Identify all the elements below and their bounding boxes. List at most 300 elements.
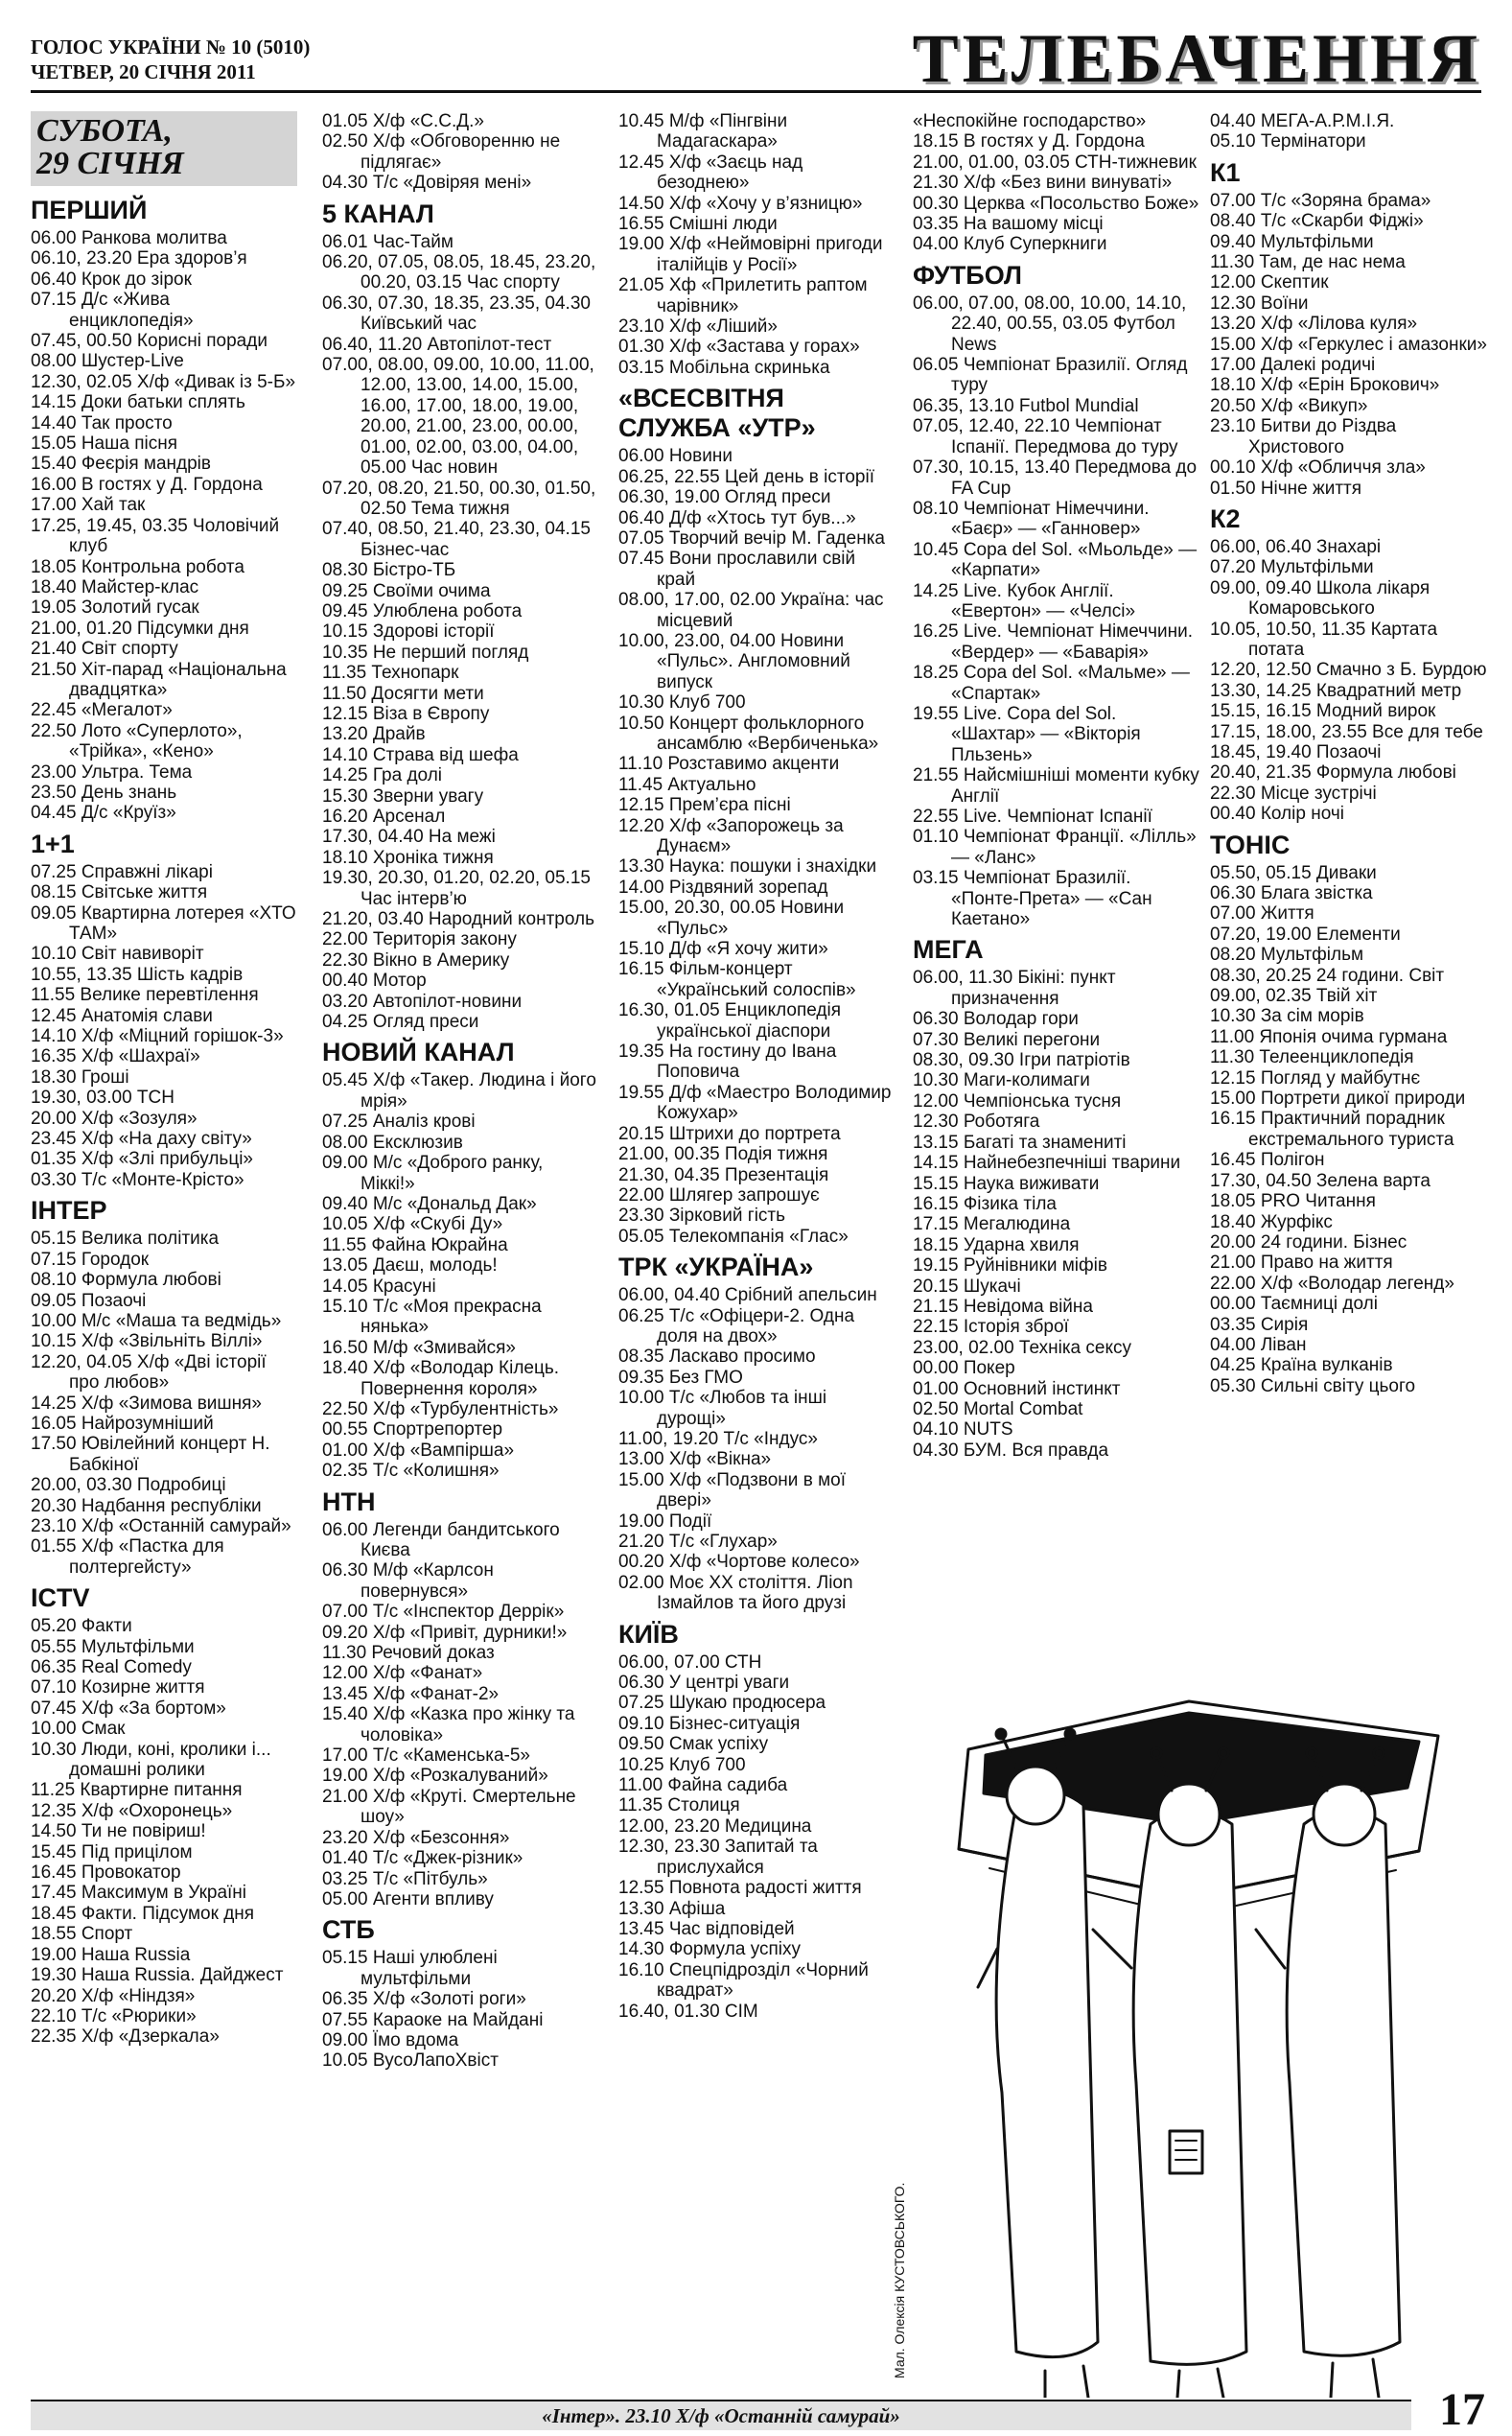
program-listing: 11.00 Файна садиба xyxy=(618,1775,788,1796)
program-listing: 12.00 Скептик xyxy=(1210,272,1329,293)
program-listing: 16.50 М/ф «Змивайся» xyxy=(322,1337,516,1358)
program-listing: 08.10 Чемпіонат Німеччини. «Баєр» — «Ганновер» xyxy=(913,498,1150,540)
masthead-info xyxy=(31,35,310,84)
program-listing: 07.55 Караоке на Майдані xyxy=(322,2009,544,2030)
program-listing: 10.30 Маги-колимаги xyxy=(913,1070,1090,1091)
program-listing: 01.10 Чемпіонат Франції. «Лілль» — «Ланс» xyxy=(913,827,1197,868)
program-listing: 14.25 Гра долі xyxy=(322,765,443,786)
program-listing: 14.50 Ти не повіриш! xyxy=(31,1821,206,1842)
program-listing: 07.45 Вони прославили свій край xyxy=(618,549,856,590)
program-listing: 10.30 Клуб 700 xyxy=(618,692,746,714)
program-listing: 07.20, 08.20, 21.50, 00.30, 01.50, 02.50 Тема тижня xyxy=(322,478,596,519)
program-listing: 18.40 Х/ф «Володар Кілець. Повернення короля» xyxy=(322,1358,560,1399)
program-listing: 17.45 Максимум в Україні xyxy=(31,1883,247,1904)
program-listing: 12.30, 02.05 Х/ф «Дивак із 5-Б» xyxy=(31,371,296,392)
program-listing: 18.05 Контрольна робота xyxy=(31,556,244,577)
program-listing: 11.55 Файна Юкрайна xyxy=(322,1234,508,1255)
program-listing: 20.20 Х/ф «Ніндзя» xyxy=(31,1985,196,2006)
column-3 xyxy=(618,111,896,2399)
program-listing: 11.30 Речовий доказ xyxy=(322,1643,495,1664)
program-listing: 15.05 Наша пісня xyxy=(31,433,177,455)
program-listing: 06.00 Ранкова молитва xyxy=(31,228,227,248)
program-listing: 14.30 Формула успіху xyxy=(618,1939,801,1960)
program-listing: 06.00, 11.30 Бікіні: пункт призначення xyxy=(913,968,1116,1009)
program-listing: 10.05 ВусоЛапоХвіст xyxy=(322,2050,499,2072)
program-listing: 16.45 Провокатор xyxy=(31,1862,181,1884)
program-listing: 19.55 Live. Copa del Sol. «Шахтар» — «Вікторія Пльзень» xyxy=(913,703,1141,765)
program-listing: 06.40 Д/ф «Хтось тут був...» xyxy=(618,507,856,528)
channel-heading: ПЕРШИЙ xyxy=(31,196,148,224)
program-listing: 06.00, 06.40 Знахарі xyxy=(1210,536,1382,557)
program-listing: 12.00, 23.20 Медицина xyxy=(618,1815,812,1837)
program-listing: 19.00 Х/ф «Неймовірні пригоди італійців у Росії» xyxy=(618,234,883,275)
program-listing: 02.35 Т/с «Колишня» xyxy=(322,1461,500,1482)
program-listing: 10.05 Х/ф «Скубі Ду» xyxy=(322,1214,503,1235)
program-listing: 07.25 Шукаю продюсера xyxy=(618,1693,826,1714)
program-listing: 18.15 Ударна хвиля xyxy=(913,1234,1080,1255)
program-listing: 08.15 Світське життя xyxy=(31,882,208,903)
program-listing: 15.10 Т/с «Моя прекрасна нянька» xyxy=(322,1296,542,1338)
program-listing: 07.15 Д/с «Жива енциклопедія» xyxy=(31,290,194,331)
program-listing: 00.20 Х/ф «Чортове колесо» xyxy=(618,1552,860,1573)
program-listing: 07.25 Справжні лікарі xyxy=(31,861,213,882)
program-listing: 00.00 Покер xyxy=(913,1358,1015,1379)
program-listing: 16.15 Фізика тіла xyxy=(913,1193,1057,1214)
program-listing: 09.40 М/с «Дональд Дак» xyxy=(322,1193,537,1214)
program-listing: 04.45 Д/с «Круїз» xyxy=(31,803,176,824)
program-listing: 12.15 Погляд у майбутнє xyxy=(1210,1067,1421,1089)
program-listing: 23.00, 02.00 Техніка сексу xyxy=(913,1337,1131,1358)
program-listing: 10.15 Здорові історії xyxy=(322,621,495,643)
day-date: 29 СІЧНЯ xyxy=(36,146,184,181)
program-listing: 20.00 24 години. Бізнес xyxy=(1210,1231,1407,1253)
program-listing: 02.50 Х/ф «Обговоренню не підлягає» xyxy=(322,131,561,173)
program-listing: 10.50 Концерт фольклорного ансамблю «Вербиченька» xyxy=(618,713,879,754)
program-listing: 11.10 Розставимо акценти xyxy=(618,754,840,775)
program-listing: 21.20, 03.40 Народний контроль xyxy=(322,909,595,930)
program-listing: 22.00 Територія закону xyxy=(322,929,517,950)
program-listing: 18.40 Журфікс xyxy=(1210,1211,1333,1232)
program-listing: 21.55 Найсмішніші моменти кубку Англії xyxy=(913,765,1199,807)
program-listing: 04.00 Клуб Суперкниги xyxy=(913,234,1107,255)
program-listing: 06.10, 23.20 Ера здоров’я xyxy=(31,248,247,269)
program-listing: 23.10 Битви до Різдва Христового xyxy=(1210,416,1397,457)
program-listing: 12.15 Віза в Європу xyxy=(322,703,490,724)
program-listing: 14.15 Доки батьки сплять xyxy=(31,392,245,413)
program-listing: 13.30 Наука: пошуки і знахідки xyxy=(618,856,877,878)
program-listing: 23.30 Зірковий гість xyxy=(618,1206,786,1227)
program-listing: 12.45 Х/ф «Заєць над безоднею» xyxy=(618,152,803,194)
program-listing: 08.35 Ласкаво просимо xyxy=(618,1347,816,1368)
program-listing: 02.50 Mortal Combat xyxy=(913,1398,1083,1419)
program-listing: 17.30, 04.50 Зелена варта xyxy=(1210,1170,1431,1191)
program-listing: 11.50 Досягти мети xyxy=(322,683,484,704)
channel-heading: СТБ xyxy=(322,1915,375,1945)
cartoon-illustration xyxy=(901,1680,1488,2398)
program-listing: 12.00 Чемпіонська тусня xyxy=(913,1090,1122,1112)
program-listing: 03.15 Чемпіонат Бразилії. «Понте-Прета» — «Сан Каетано» xyxy=(913,868,1152,930)
section-title: ТЕЛЕБАЧЕННЯ xyxy=(912,20,1481,97)
program-listing: 11.35 Столиця xyxy=(618,1795,740,1816)
program-listing: 06.40, 11.20 Автопілот-тест xyxy=(322,334,552,355)
program-listing: 06.30, 19.00 Огляд преси xyxy=(618,487,831,508)
program-listing: 06.35 Real Comedy xyxy=(31,1657,192,1677)
program-listing: 10.35 Не перший погляд xyxy=(322,642,529,663)
program-listing: 22.50 Лото «Суперлото», «Трійка», «Кено» xyxy=(31,720,243,762)
program-listing: 08.30, 20.25 24 години. Світ xyxy=(1210,965,1445,986)
program-listing: 14.10 Х/ф «Міцний горішок-3» xyxy=(31,1026,284,1047)
program-listing: 19.00 Події xyxy=(618,1511,712,1532)
program-listing: 13.30, 14.25 Квадратний метр xyxy=(1210,680,1462,701)
program-listing: 23.50 День знань xyxy=(31,782,177,803)
program-listing: 20.15 Штрихи до портрета xyxy=(618,1123,841,1144)
program-listing: 05.45 Х/ф «Такер. Людина і його мрія» xyxy=(322,1070,596,1112)
channel-heading: 1+1 xyxy=(31,829,75,858)
program-listing: 17.15, 18.00, 23.55 Все для тебе xyxy=(1210,721,1483,742)
program-listing: 10.00, 23.00, 04.00 Новини «Пульс». Англомовний випуск xyxy=(618,630,850,692)
program-listing: 06.00 Новини xyxy=(618,446,733,467)
program-listing: 09.35 Без ГМО xyxy=(618,1367,743,1388)
channel-heading: НОВИЙ КАНАЛ xyxy=(322,1038,515,1067)
program-listing: 06.30, 07.30, 18.35, 23.35, 04.30 Київський час xyxy=(322,293,591,335)
program-listing: 16.15 Фільм-концерт «Український солоспів» xyxy=(618,959,856,1000)
program-listing: 11.00 Японія очима гурмана xyxy=(1210,1026,1448,1047)
program-listing: 10.00 Т/с «Любов та інші дурощі» xyxy=(618,1388,827,1429)
program-listing: 07.30, 10.15, 13.40 Передмова до FA Cup xyxy=(913,457,1198,499)
program-listing: 15.10 Д/ф «Я хочу жити» xyxy=(618,939,828,960)
program-listing: 14.05 Красуні xyxy=(322,1276,436,1297)
program-listing: 16.30, 01.05 Енциклопедія української діаспори xyxy=(618,1000,842,1042)
program-listing: 01.55 Х/ф «Пастка для полтергейсту» xyxy=(31,1536,224,1578)
program-listing: 21.15 Невідома війна xyxy=(913,1296,1093,1317)
program-listing: 14.00 Різдвяний зорепад xyxy=(618,877,828,898)
program-listing: 09.10 Бізнес-ситуація xyxy=(618,1713,801,1734)
program-listing: 10.55, 13.35 Шість кадрів xyxy=(31,964,244,985)
program-listing: 17.00 Хай так xyxy=(31,495,146,516)
program-listing: 10.00 Смак xyxy=(31,1719,126,1740)
program-listing: 22.00 Шлягер запрошує xyxy=(618,1184,820,1206)
program-listing: 11.30 Телеенциклопедія xyxy=(1210,1047,1414,1068)
program-listing: 08.00, 17.00, 02.00 Україна: час місцевий xyxy=(618,590,884,631)
issue-date: ЧЕТВЕР, 20 СІЧНЯ 2011 xyxy=(31,60,256,83)
program-listing: 07.15 Городок xyxy=(31,1249,150,1270)
program-listing: 18.55 Спорт xyxy=(31,1924,133,1945)
program-listing: 11.55 Велике перевтілення xyxy=(31,985,259,1006)
program-listing: 22.35 Х/ф «Дзеркала» xyxy=(31,2026,220,2048)
program-listing: 12.20, 12.50 Смачно з Б. Бурдою xyxy=(1210,660,1487,681)
program-listing: 04.30 Т/с «Довіряя мені» xyxy=(322,173,532,194)
program-listing: 14.25 Live. Кубок Англії. «Евертон» — «Челсі» xyxy=(913,580,1136,621)
program-listing: 16.00 В гостях у Д. Гордона xyxy=(31,474,263,495)
program-listing: 18.05 PRO Читання xyxy=(1210,1191,1376,1212)
program-listing: 07.25 Аналіз крові xyxy=(322,1112,476,1133)
program-listing: 10.30 За сім морів xyxy=(1210,1006,1364,1027)
program-listing: 22.30 Вікно в Америку xyxy=(322,949,510,971)
program-listing: 13.20 Х/ф «Лілова куля» xyxy=(1210,314,1418,335)
program-listing: 05.20 Факти xyxy=(31,1616,132,1637)
program-listing: 19.00 Х/ф «Розкалуваний» xyxy=(322,1766,548,1787)
program-listing: 10.00 М/с «Маша та ведмідь» xyxy=(31,1310,282,1331)
channel-heading: «ВСЕСВІТНЯ СЛУЖБА «УТР» xyxy=(618,384,816,443)
program-listing: 16.40, 01.30 СІМ xyxy=(618,2001,758,2022)
program-listing: 04.00 Ліван xyxy=(1210,1334,1307,1355)
program-listing: 00.30 Церква «Посольство Боже» xyxy=(913,193,1199,214)
program-listing: 15.40 Х/ф «Казка про жінку та чоловіка» xyxy=(322,1704,575,1745)
program-listing: 06.00 Легенди бандитського Києва xyxy=(322,1519,560,1560)
program-listing: 12.20, 04.05 Х/ф «Дві історії про любов» xyxy=(31,1351,267,1394)
program-listing: 09.00, 09.40 Школа лікаря Комаровського xyxy=(1210,577,1431,620)
program-listing: 12.45 Анатомія слави xyxy=(31,1005,213,1026)
program-listing: 05.00 Агенти впливу xyxy=(322,1888,494,1909)
program-listing: 12.30 Роботяга xyxy=(913,1112,1040,1133)
program-listing: 10.45 Copa del Sol. «Мьольде» — «Карпати» xyxy=(913,539,1198,581)
program-listing: 05.30 Сильні світу цього xyxy=(1210,1375,1416,1396)
program-listing: 12.15 Прем’єра пісні xyxy=(618,795,791,816)
program-listing: 03.35 На вашому місці xyxy=(913,214,1104,235)
channel-heading: 5 КАНАЛ xyxy=(322,199,434,228)
program-listing: 16.15 Практичний порадник екстремального туриста xyxy=(1210,1109,1454,1150)
program-listing: 20.30 Надбання республіки xyxy=(31,1495,262,1516)
program-listing: 15.30 Зверни увагу xyxy=(322,785,484,807)
program-listing: 05.15 Велика політика xyxy=(31,1229,220,1250)
program-listing: 06.30 М/ф «Карлсон повернувся» xyxy=(322,1560,494,1602)
program-listing: 11.45 Актуально xyxy=(618,774,756,795)
channel-heading: ICTV xyxy=(31,1583,90,1613)
program-listing: 08.10 Формула любові xyxy=(31,1270,221,1291)
program-listing: 01.35 Х/ф «Злі прибульці» xyxy=(31,1149,253,1170)
program-listing: 08.40 Т/с «Скарби Фіджі» xyxy=(1210,211,1424,232)
program-listing: 06.20, 07.05, 08.05, 18.45, 23.20, 00.20, 03.15 Час спорту xyxy=(322,252,596,293)
program-listing: 22.00 Х/ф «Володар легенд» xyxy=(1210,1273,1454,1294)
program-listing: 20.00, 03.30 Подробиці xyxy=(31,1475,226,1496)
program-listing: 05.50, 05.15 Диваки xyxy=(1210,862,1377,883)
program-listing: 13.15 Багаті та знамениті xyxy=(913,1132,1127,1153)
program-listing: 21.00, 01.20 Підсумки дня xyxy=(31,618,249,639)
program-listing: 10.45 М/ф «Пінгвіни Мадагаскара» xyxy=(618,111,788,152)
program-listing: 19.55 Д/ф «Маестро Володимир Кожухар» xyxy=(618,1082,892,1124)
program-listing: 00.40 Колір ночі xyxy=(1210,804,1344,825)
cartoon-credit xyxy=(892,2072,920,2378)
program-listing: 08.00 Ексклюзив xyxy=(322,1132,463,1153)
program-listing: 08.20 Мультфільм xyxy=(1210,945,1364,966)
program-listing: 10.15 Х/ф «Звільніть Віллі» xyxy=(31,1331,263,1352)
program-listing: 00.10 Х/ф «Обличчя зла» xyxy=(1210,457,1426,479)
program-listing: 21.40 Світ спорту xyxy=(31,639,178,660)
channel-heading: ТОНІС xyxy=(1210,830,1291,859)
channel-heading: ІНТЕР xyxy=(31,1196,107,1226)
program-listing: 00.40 Мотор xyxy=(322,971,427,992)
program-listing: 21.50 Хіт-парад «Національна двадцятка» xyxy=(31,659,287,700)
program-listing: 18.15 В гостях у Д. Гордона xyxy=(913,131,1145,152)
program-listing: 07.20, 19.00 Елементи xyxy=(1210,924,1401,945)
channel-heading: ФУТБОЛ xyxy=(913,260,1022,290)
program-listing: 18.40 Майстер-клас xyxy=(31,576,199,597)
program-listing: 18.45, 19.40 Позаочі xyxy=(1210,741,1382,762)
channel-heading: ТРК «УКРАЇНА» xyxy=(618,1253,814,1282)
program-listing: 06.30 Володар гори xyxy=(913,1009,1079,1030)
program-listing: 20.50 Х/ф «Викуп» xyxy=(1210,395,1368,416)
program-listing: 10.25 Клуб 700 xyxy=(618,1754,746,1775)
program-listing: 21.30 Х/ф «Без вини винуваті» xyxy=(913,173,1173,194)
program-listing: 16.55 Смішні люди xyxy=(618,214,778,235)
program-listing: 15.00 Х/ф «Подзвони в мої двері» xyxy=(618,1469,846,1511)
program-listing: 18.10 Х/ф «Ерін Брокович» xyxy=(1210,375,1440,396)
program-listing: 23.10 Х/ф «Ліший» xyxy=(618,316,778,338)
program-listing: 15.40 Феєрія мандрів xyxy=(31,454,211,475)
program-listing: 07.00 Т/с «Інспектор Деррік» xyxy=(322,1602,565,1623)
program-listing: 09.50 Смак успіху xyxy=(618,1734,769,1755)
column-2 xyxy=(322,111,596,2399)
program-listing: 06.25 Т/с «Офіцери-2. Одна доля на двох» xyxy=(618,1305,855,1347)
program-listing: 09.05 Позаочі xyxy=(31,1290,147,1311)
program-listing: 23.20 Х/ф «Безсоння» xyxy=(322,1827,510,1848)
program-listing: 21.05 Хф «Прилетить раптом чарівник» xyxy=(618,275,868,316)
column-1 xyxy=(31,111,297,2399)
program-listing: 10.10 Світ навиворіт xyxy=(31,944,204,965)
program-listing: 07.45 Х/ф «За бортом» xyxy=(31,1698,226,1719)
program-listing: 01.30 Х/ф «Застава у горах» xyxy=(618,337,860,358)
program-listing: 07.05 Творчий вечір М. Гаденка xyxy=(618,527,885,549)
program-listing: 07.00, 08.00, 09.00, 10.00, 11.00, 12.00, 13.00, 14.00, 15.00, 16.00, 17.00, 18.00, 19.00, 20.00, 21.00, 23.00, 00.00, 01.00, 02.00, 03.00, 04.00, 05.00 Час новин xyxy=(322,355,594,479)
program-listing: 22.50 Х/ф «Турбулентність» xyxy=(322,1398,559,1419)
program-listing: 22.55 Live. Чемпіонат Іспанії xyxy=(913,807,1152,827)
program-listing: 08.30, 09.30 Ігри патріотів xyxy=(913,1050,1130,1071)
program-listing: 16.05 Найрозумніший xyxy=(31,1413,214,1434)
program-listing: 09.45 Улюблена робота xyxy=(322,600,523,621)
program-listing: 20.00 Х/ф «Зозуля» xyxy=(31,1108,198,1129)
program-listing: 14.25 Х/ф «Зимова вишня» xyxy=(31,1393,262,1414)
program-listing: 07.00 Життя xyxy=(1210,903,1314,925)
program-listing: 11.00, 19.20 Т/с «Індус» xyxy=(618,1428,818,1449)
program-listing: 21.30, 04.35 Презентація xyxy=(618,1164,829,1185)
program-listing: 15.45 Під прицілом xyxy=(31,1841,193,1862)
program-listing: 12.20 Х/ф «Запорожець за Дунаєм» xyxy=(618,815,844,856)
program-listing: 05.15 Наші улюблені мультфільми xyxy=(322,1948,498,1989)
program-listing: 18.45 Факти. Підсумок дня xyxy=(31,1903,255,1924)
masthead xyxy=(31,20,1481,105)
program-listing: 06.30 Блага звістка xyxy=(1210,883,1373,903)
program-listing: 09.25 Своїми очима xyxy=(322,580,491,601)
program-listing: 21.00 Х/ф «Круті. Смертельне шоу» xyxy=(322,1786,576,1828)
program-listing: 01.00 Х/ф «Вампірша» xyxy=(322,1440,515,1461)
page-number: 17 xyxy=(1439,2384,1485,2435)
day-header xyxy=(31,111,297,186)
day-weekday: СУБОТА, xyxy=(36,113,173,149)
program-listing: 15.15 Наука виживати xyxy=(913,1173,1100,1194)
program-listing: 13.45 Х/ф «Фанат-2» xyxy=(322,1683,500,1704)
program-listing: 04.25 Країна вулканів xyxy=(1210,1355,1393,1376)
channel-heading: К1 xyxy=(1210,157,1241,187)
program-listing: 08.00 Шустер-Live xyxy=(31,351,184,372)
program-listing: 03.25 Т/с «Пітбуль» xyxy=(322,1868,488,1889)
program-listing: 03.20 Автопілот-новини xyxy=(322,991,523,1012)
program-listing: 13.45 Час відповідей xyxy=(618,1918,795,1939)
program-listing: 18.30 Гроші xyxy=(31,1066,129,1088)
program-listing: 09.00, 02.35 Твій хіт xyxy=(1210,986,1378,1007)
program-listing: 06.30 У центрі уваги xyxy=(618,1673,790,1694)
program-listing: 00.55 Спортрепортер xyxy=(322,1419,503,1441)
program-listing: 00.00 Таємниці долі xyxy=(1210,1294,1378,1315)
program-listing: 07.45, 00.50 Корисні поради xyxy=(31,331,268,352)
program-listing: 06.00, 04.40 Срібний апельсин xyxy=(618,1285,877,1306)
program-listing: 09.05 Квартирна лотерея «ХТО ТАМ» xyxy=(31,902,296,944)
program-listing: 11.25 Квартирне питання xyxy=(31,1780,243,1801)
coffin-bearers-drawing xyxy=(901,1680,1488,2398)
program-listing: 16.45 Полігон xyxy=(1210,1150,1325,1171)
program-listing: 07.05, 12.40, 22.10 Чемпіонат Іспанії. Передмова до туру xyxy=(913,416,1178,457)
program-listing: 03.15 Мобільна скринька xyxy=(618,357,830,378)
program-listing: 21.00, 01.00, 03.05 СТН-тижневик xyxy=(913,152,1197,173)
program-listing: 12.00 Х/ф «Фанат» xyxy=(322,1663,483,1684)
program-listing: 21.00 Право на життя xyxy=(1210,1253,1393,1274)
program-listing: 04.10 NUTS xyxy=(913,1419,1013,1441)
program-listing: «Неспокійне господарство» xyxy=(913,111,1147,131)
program-listing: 21.00, 00.35 Подія тижня xyxy=(618,1144,828,1165)
program-listing: 14.10 Страва від шефа xyxy=(322,744,519,765)
program-listing: 16.20 Арсенал xyxy=(322,807,446,827)
program-listing: 20.40, 21.35 Формула любові xyxy=(1210,762,1456,784)
program-listing: 03.30 Т/с «Монте-Крісто» xyxy=(31,1169,244,1190)
channel-heading: МЕГА xyxy=(913,935,984,965)
program-listing: 15.00 Портрети дикої природи xyxy=(1210,1089,1466,1110)
program-listing: 19.30, 20.30, 01.20, 02.20, 05.15 Час інтерв’ю xyxy=(322,868,591,909)
program-listing: 18.10 Хроніка тижня xyxy=(322,847,494,868)
program-listing: 17.15 Мегалюдина xyxy=(913,1214,1071,1235)
program-listing: 07.00 Т/с «Зоряна брама» xyxy=(1210,190,1431,211)
program-listing: 19.30 Наша Russia. Дайджест xyxy=(31,1965,284,1986)
program-listing: 22.30 Місце зустрічі xyxy=(1210,783,1377,804)
program-listing: 06.00, 07.00 СТН xyxy=(618,1651,762,1673)
program-listing: 17.25, 19.45, 03.35 Чоловічий клуб xyxy=(31,515,280,557)
program-listing: 07.20 Мультфільми xyxy=(1210,557,1374,578)
program-listing: 01.50 Нічне життя xyxy=(1210,478,1362,499)
program-listing: 11.30 Там, де нас нема xyxy=(1210,252,1406,273)
program-listing: 09.00 М/с «Доброго ранку, Міккі!» xyxy=(322,1153,544,1194)
program-listing: 22.45 «Мегалот» xyxy=(31,700,173,721)
paper-issue: ГОЛОС УКРАЇНИ № 10 (5010) xyxy=(31,35,311,59)
program-listing: 10.05, 10.50, 11.35 Картата потата xyxy=(1210,619,1438,660)
program-listing: 09.40 Мультфільми xyxy=(1210,231,1374,252)
channel-heading: НТН xyxy=(322,1487,376,1516)
program-listing: 17.50 Ювілейний концерт Н. Бабкіної xyxy=(31,1434,270,1475)
program-listing: 12.30, 23.30 Запитай та прислухайся xyxy=(618,1837,818,1878)
program-listing: 12.35 Х/ф «Охоронець» xyxy=(31,1800,233,1821)
program-listing: 16.35 Х/ф «Шахраї» xyxy=(31,1046,200,1067)
program-listing: 04.30 БУМ. Вся правда xyxy=(913,1440,1109,1461)
program-listing: 01.00 Основний інстинкт xyxy=(913,1378,1121,1399)
program-listing: 16.25 Live. Чемпіонат Німеччини. «Вердер» — «Баварія» xyxy=(913,621,1193,663)
program-listing: 15.00 Х/ф «Геркулес і амазонки» xyxy=(1210,334,1487,355)
program-listing: 10.30 Люди, коні, кролики і... домашні ролики xyxy=(31,1739,271,1781)
program-listing: 04.40 МЕГА-А.Р.М.І.Я. xyxy=(1210,111,1395,131)
channel-heading: КИЇВ xyxy=(618,1619,679,1649)
program-listing: 06.40 Крок до зірок xyxy=(31,269,192,290)
program-listing: 21.20 Т/с «Глухар» xyxy=(618,1532,778,1552)
program-listing: 19.35 На гостину до Івана Поповича xyxy=(618,1042,837,1083)
program-listing: 22.15 Історія зброї xyxy=(913,1317,1069,1338)
program-listing: 09.00 Їмо вдома xyxy=(322,2029,459,2050)
program-listing: 22.10 Т/с «Рюрики» xyxy=(31,2005,197,2026)
program-listing: 11.35 Технопарк xyxy=(322,663,459,684)
program-listing: 17.00 Т/с «Каменська-5» xyxy=(322,1745,530,1767)
program-listing: 13.20 Драйв xyxy=(322,724,426,745)
program-listing: 14.15 Найнебезпечніші тварини xyxy=(913,1153,1181,1174)
program-listing: 04.25 Огляд преси xyxy=(322,1012,479,1033)
program-listing: 20.15 Шукачі xyxy=(913,1276,1021,1297)
program-listing: 13.00 Х/ф «Вікна» xyxy=(618,1449,772,1470)
footer-caption-bar xyxy=(31,2401,1411,2430)
program-listing: 14.40 Так просто xyxy=(31,412,173,433)
